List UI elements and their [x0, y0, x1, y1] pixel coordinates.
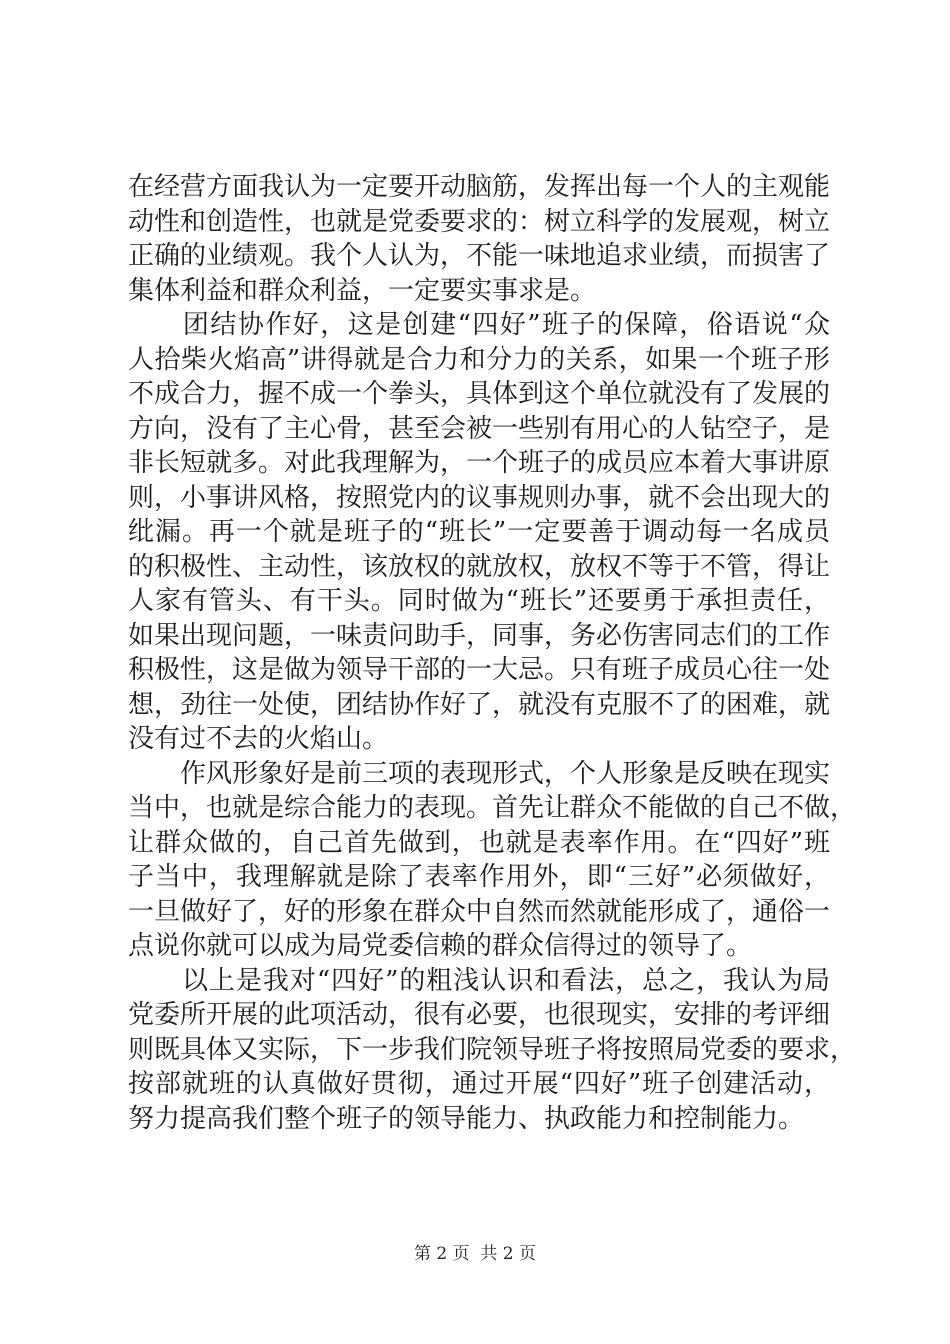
text-line: 不成合力，握不成一个拳头，具体到这个单位就没有了发展的 — [128, 379, 831, 409]
page-number-label: 第 2 页 共 2 页 — [413, 1244, 537, 1264]
text-line: 按部就班的认真做好贯彻，通过开展“四好”班子创建活动， — [128, 1069, 830, 1099]
text-line: 没有过不去的火焰山。 — [128, 724, 389, 754]
body-text — [128, 170, 857, 1136]
text-line: 当中，也就是综合能力的表现。首先让群众不能做的自己不做， — [128, 793, 857, 823]
text-line: 非长短就多。对此我理解为，一个班子的成员应本着大事讲原 — [128, 448, 831, 478]
text-line: 动性和创造性，也就是党委要求的：树立科学的发展观，树立 — [128, 206, 831, 237]
text-line: 集体利益和群众利益，一定要实事求是。 — [128, 275, 597, 306]
text-line: 让群众做的，自己首先做到，也就是表率作用。在“四好”班 — [128, 827, 830, 858]
text-line: 团结协作好，这是创建“四好”班子的保障，俗语说“众 — [128, 310, 830, 340]
page-footer — [0, 1244, 950, 1264]
text-line: 以上是我对“四好”的粗浅认识和看法，总之，我认为局 — [128, 965, 830, 996]
text-line: 努力提高我们整个班子的领导能力、执政能力和控制能力。 — [128, 1103, 805, 1134]
text-line: 纰漏。再一个就是班子的“班长”一定要善于调动每一名成员 — [128, 517, 830, 547]
text-line: 一旦做好了，好的形象在群众中自然而然就能形成了，通俗一 — [128, 896, 831, 927]
text-line: 子当中，我理解就是除了表率作用外，即“三好”必须做好， — [128, 862, 830, 892]
text-line: 作风形象好是前三项的表现形式，个人形象是反映在现实 — [128, 758, 831, 789]
text-line: 党委所开展的此项活动，很有必要，也很现实，安排的考评细 — [128, 1000, 831, 1030]
text-line: 点说你就可以成为局党委信赖的群众信得过的领导了。 — [128, 931, 753, 961]
text-line: 在经营方面我认为一定要开动脑筋，发挥出每一个人的主观能 — [128, 172, 831, 202]
text-line: 人拾柴火焰高”讲得就是合力和分力的关系，如果一个班子形 — [128, 344, 830, 375]
text-line: 则，小事讲风格，按照党内的议事规则办事，就不会出现大的 — [128, 482, 831, 513]
text-line: 积极性，这是做为领导干部的一大忌。只有班子成员心往一处 — [128, 655, 831, 685]
text-line: 的积极性、主动性，该放权的就放权，放权不等于不管，得让 — [128, 551, 831, 582]
text-line: 则既具体又实际，下一步我们院领导班子将按照局党委的要求， — [128, 1034, 857, 1065]
text-line: 方向，没有了主心骨，甚至会被一些别有用心的人钻空子，是 — [128, 413, 831, 444]
text-line: 正确的业绩观。我个人认为，不能一味地追求业绩，而损害了 — [128, 241, 831, 271]
text-line: 人家有管头、有干头。同时做为“班长”还要勇于承担责任， — [128, 586, 830, 616]
text-line: 如果出现问题，一味责问助手，同事，务必伤害同志们的工作 — [128, 620, 831, 651]
text-line: 想，劲往一处使，团结协作好了，就没有克服不了的困难，就 — [128, 689, 831, 720]
